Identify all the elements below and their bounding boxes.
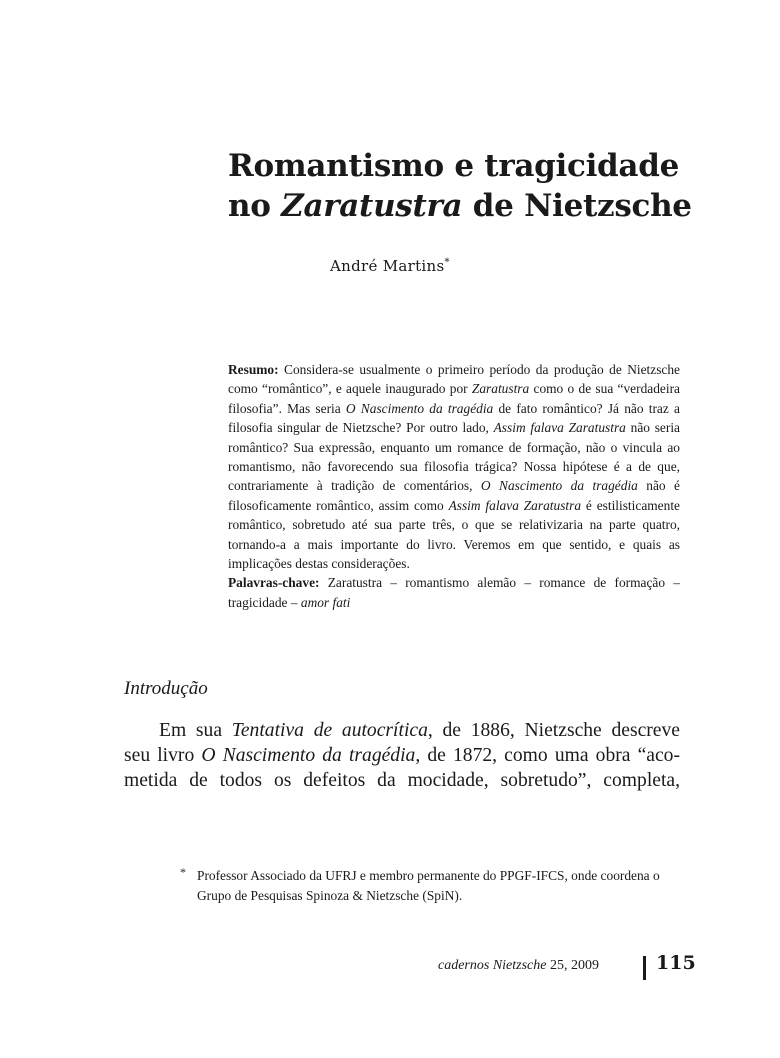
page-number: 115: [656, 952, 696, 974]
footnote-text: Professor Associado da UFRJ e membro permanente do PPGF-IFCS, onde coordena o Grupo de Pesquisas Spinoza & Nietzsche (SpiN).: [197, 868, 660, 903]
body-text: [124, 718, 680, 793]
footer-divider: [643, 956, 646, 980]
footnote: [180, 866, 680, 905]
issue-info: 25, 2009: [546, 958, 599, 973]
footnote-mark: *: [180, 865, 186, 879]
author-footnote-mark: *: [444, 257, 450, 268]
keywords: Palavras-chave: Zaratustra – romantismo alemão – romance de formação – tragicidade – amor fati: [228, 575, 680, 610]
abstract-paragraph: Resumo: Considera-se usualmente o primeiro período da produção de Nietzsche como “romântico”, e aquele inaugurado por Zaratustra como o de sua “verdadeira filosofia”. Mas seria O Nascimento da tragédia de fato romântico? Já não traz a filosofia singular de Nietzsche? Por outro lado, Assim falava Zaratustra não seria romântico? Sua expressão, enquanto um romance de formação, não o vincula ao romantismo, não favorecendo sua filosofia trágica? Nossa hipótese é a de que, contrariamente à tradição de comentários, O Nascimento da tragédia não é filosoficamente romântico, assim como Assim falava Zaratustra é estilisticamente romântico, sobretudo até sua parte três, o que se relativizaria na parte quatro, tornando-a a mais importante do livro. Veremos em que sentido, e quais as implicações destas considerações.: [228, 362, 680, 572]
author-name: André Martins*: [330, 257, 450, 275]
body-line: seu livro O Nascimento da tragédia, de 1872, como uma obra “aco-: [124, 745, 680, 766]
abstract-label: Resumo:: [228, 362, 279, 377]
running-footer: [438, 952, 696, 984]
journal-name: cadernos Nietzsche: [438, 958, 547, 973]
body-line: Em sua Tentativa de autocrítica, de 1886, Nietzsche descreve: [159, 720, 680, 741]
body-line: metida de todos os defeitos da mocidade, sobretudo”, completa,: [124, 770, 680, 791]
title-line-1: Romantismo e tragicidade: [228, 148, 680, 184]
title-italic-work: Zaratustra: [281, 188, 463, 224]
article-title: [228, 146, 708, 226]
section-heading: Introdução: [124, 678, 208, 699]
title-line-2: no Zaratustra de Nietzsche: [228, 188, 692, 224]
abstract: [228, 360, 680, 612]
keywords-label: Palavras-chave:: [228, 575, 320, 591]
